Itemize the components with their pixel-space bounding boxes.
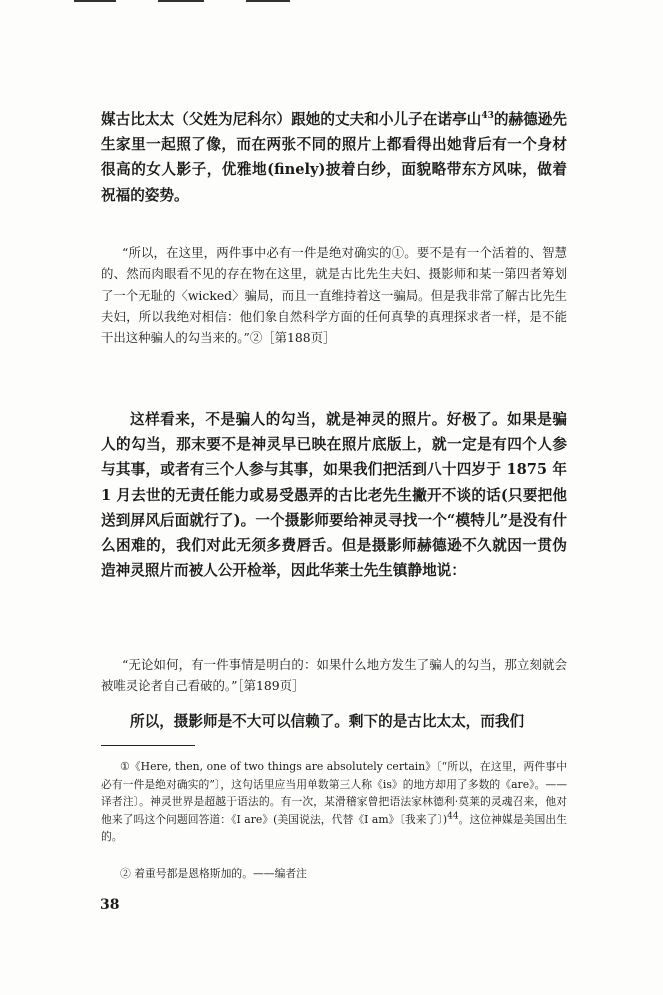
quote-1: “所以，在这里，两件事中必有一件是绝对确实的①。要不是有一个活着的、智慧的、然而肉眼看不见的存在物在这里，就是古比先生夫妇、摄影师和某一第四者筹划了一个无耻的〈wicked〉骗局，而且一直维持着这一骗局。但是我非常了解古比先生夫妇，所以我绝对相信：他们象自然科学方面的任何真挚的真理探求者一样，是不能干出这种骗人的勾当来的。”②［第188页］ xyxy=(101,245,567,346)
page-number: 38 xyxy=(100,897,120,913)
top-rule-2 xyxy=(158,0,204,2)
top-rule-3 xyxy=(246,0,290,2)
footnote-2: ② 着重号都是恩格斯加的。——编者注 xyxy=(120,867,307,880)
footnote-ref-43: 43 xyxy=(481,111,494,122)
footnote-1-text: ①《Here, then, one of two things are absolutely certain》〔“所以，在这里，两件事中必有一件是绝对确实的”〕，这句话里应当用单数第三人称《is》的地方却用了多数的《are》。——译者注〕。神灵世界是超越于语法的。有一次，某滑稽家曾把语法家林德利·莫莱的灵魂召来，他对他来了吗这个问题回答道：《I are》(美国说法，代替《I am》〔我来了〕) xyxy=(101,760,567,826)
paragraph-3: 所以，摄影师是不大可以信赖了。剩下的是古比太太，而我们 xyxy=(130,713,525,730)
paragraph-2: 这样看来，不是骗人的勾当，就是神灵的照片。好极了。如果是骗人的勾当，那末要不是神灵早已映在照片底版上，就一定是有四个人参与其事，或者有三个人参与其事，如果我们把活到八十四岁于 1875 年 1 月去世的无责任能力或易受愚弄的古比老先生撇开不谈的话(只要把他送到屏风后面就行了)。一个摄影师要给神灵寻找一个“模特儿”是没有什么困难的，我们对此无须多费唇舌。但是摄影师赫德逊不久就因一贯伪造神灵照片而被人公开检举，因此华莱士先生镇静地说： xyxy=(101,411,567,580)
quote-2: “无论如何，有一件事情是明白的：如果什么地方发生了骗人的勾当，那立刻就会被唯灵论者自己看破的。”［第189页］ xyxy=(101,657,567,694)
paragraph-1-rest: 的赫德逊先生家里一起照了像，而在两张不同的照片上都看得出她背后有一个身材很高的女人影子，优雅地(finely)披着白纱，面貌略带东方风味，做着祝福的姿势。 xyxy=(101,111,567,204)
paragraph-1 xyxy=(101,107,567,208)
top-rule-1 xyxy=(74,0,116,2)
footnote-1-end: 。这位神媒是美国出生的。 xyxy=(101,812,568,844)
paragraph-1-text: 媒古比太太（父姓为尼科尔）跟她的丈夫和小儿子在诺亭山 xyxy=(101,111,482,128)
footnote-1 xyxy=(101,758,567,846)
footnote-ref-44: 44 xyxy=(447,811,459,822)
footnote-rule xyxy=(101,745,195,746)
